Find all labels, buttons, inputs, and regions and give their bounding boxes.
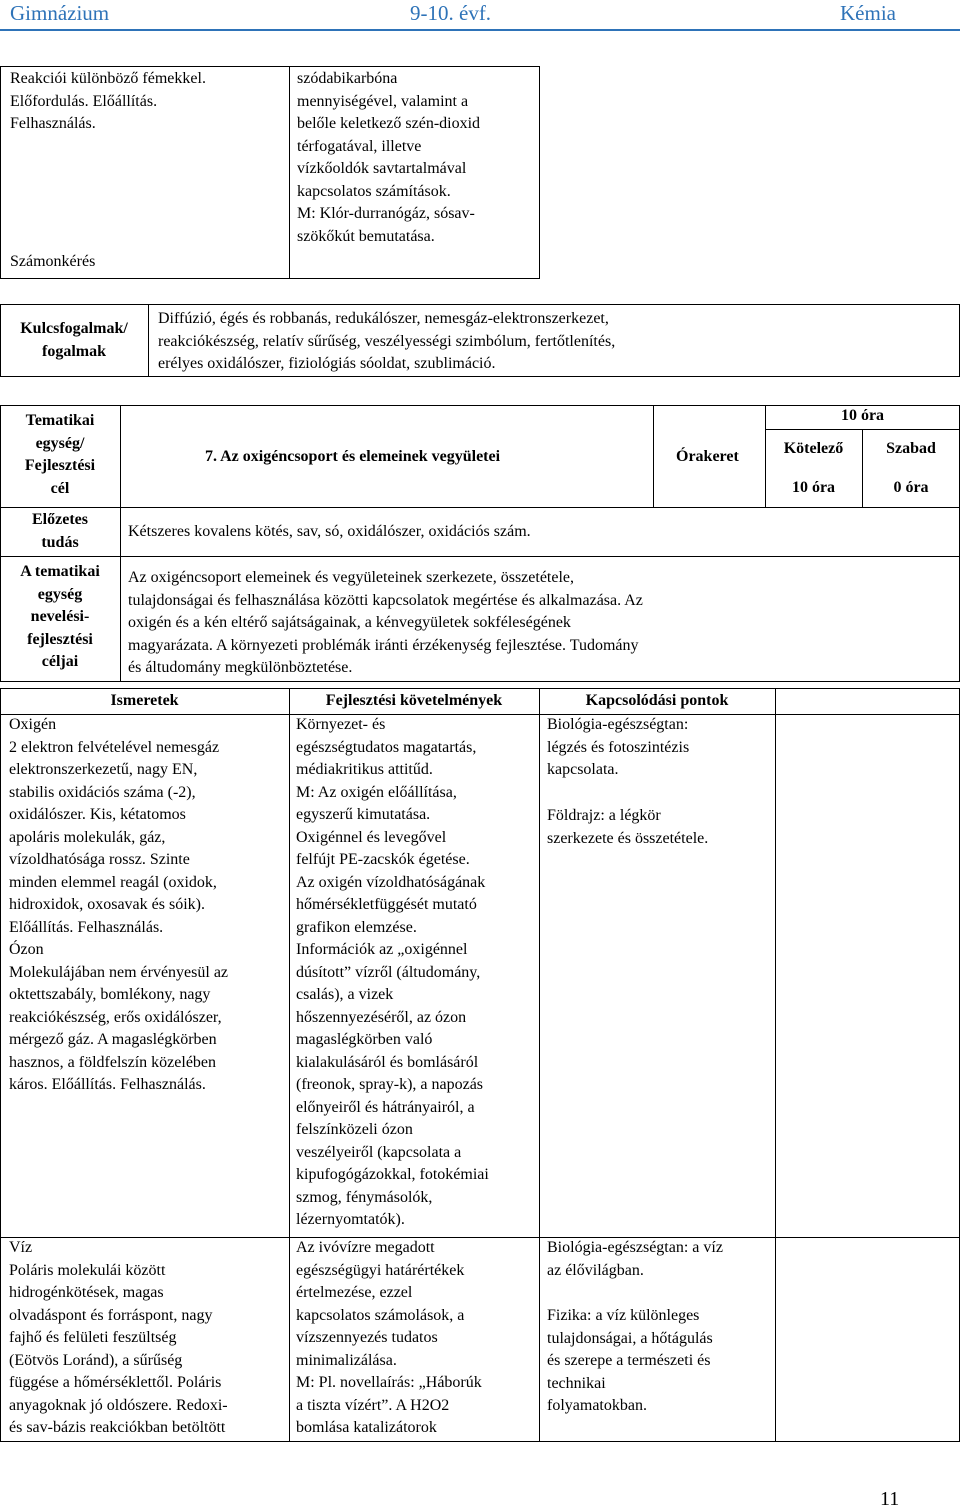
elozetes-text: Kétszeres kovalens kötés, sav, só, oxidálószer, oxidációs szám. bbox=[128, 523, 531, 540]
orakeret-divider bbox=[653, 405, 654, 507]
header-left: Gimnázium bbox=[10, 1, 110, 25]
top-table-divider bbox=[289, 66, 290, 279]
page-number: 11 bbox=[880, 1488, 900, 1510]
row2-ismeretek: Víz Poláris molekulái között hidrogénkötések, magas olvadáspont és forráspont, nagy fajhő és felületi feszültség (Eötvös Loránd), a sűrűség függése a hőmérséklettől. Poláris anyagoknak jó oldószere. Redoxi- és sav-bázis reakciókban betöltött bbox=[9, 1239, 228, 1436]
row1-fejlesztes: Környezet- és egészségtudatos magatartás, médiakritikus attitűd. M: Az oxigén előállítása, egyszerű kimutatása. Oxigénnel és levegővel felfújt PE-zacskók égetése. Az oxigén vízoldhatóságának hőmérsékletfüggését mutató grafikon elemzése. Információk az „oxigénnel dúsított” vízről (áltudomány, csalás), a vizek hőszennyezéséről, az ózon magaslégkörben való kialakulásáról és bomlásáról (freonok, spray-k), a napozás előnyeiről és hátrányairól, a felszínközeli ózon veszélyeiről (kapcsolata a kipufogógázokkal, fotokémiai szmog, fénymásolók, lézernyomtatók). bbox=[296, 716, 489, 1228]
kulcsfogalmak-label: Kulcsfogalmak/ fogalmak bbox=[20, 320, 128, 360]
header-rule bbox=[0, 29, 960, 31]
row2-fejlesztes: Az ivóvízre megadott egészségügyi határértékek értelmezése, ezzel kapcsolatos számolások, a vízszennyezés tudatos minimalizálása. M: Pl. novellaírás: „Háborúk a tiszta vízért”. A H2O2 bomlása katalizátorok bbox=[296, 1239, 482, 1436]
celjai-text: Az oxigéncsoport elemeinek és vegyületeinek szerkezete, összetétele, tulajdonságai és felhasználása közötti kapcsolatok megértése és alkalmazása. Az oxigén és a kén eltérő sajátságainak, a kénvegyületek sokféleségének magyarázata. A környezeti problémák iránti érzékenység fejlesztése. Tudomány és áltudomány megkülönböztetése. bbox=[128, 569, 643, 676]
kulcsfogalmak-divider bbox=[148, 304, 149, 377]
row1-kapcsolodas-foldrajz: Földrajz: a légkör szerkezete és összetétele. bbox=[547, 807, 709, 847]
top-mid-cell: szódabikarbóna mennyiségével, valamint a belőle keletkező szén-dioxid térfogatával, illetve vízkőoldók savtartalmával kapcsolatos számítások. M: Klór-durranógáz, sósav- szökőkút bemutatása. bbox=[297, 70, 481, 245]
orakeret-label: Órakeret bbox=[676, 448, 739, 465]
unit-label: Tematikai egység/ Fejlesztési cél bbox=[24, 412, 96, 497]
kulcsfogalmak-text: Diffúzió, égés és robbanás, redukálószer, nemesgáz-elektronszerkezet, reakciókészség, relatív sűrűség, veszélyességi szimbólum, fertőtlenítés, erélyes oxidálószer, fiziológiás sóoldat, szublimáció. bbox=[158, 310, 616, 372]
unit-label-divider bbox=[120, 405, 121, 682]
szabad-value: 0 óra bbox=[893, 479, 929, 496]
unit-row1-bottom bbox=[0, 507, 960, 508]
header-kapcsolodasi: Kapcsolódási pontok bbox=[585, 692, 729, 709]
unit-title: 7. Az oxigéncsoport és elemeinek vegyületei bbox=[205, 448, 501, 465]
kotelezo-value: 10 óra bbox=[791, 479, 836, 496]
row1-kapcsolodas-biologia: Biológia-egészségtan: légzés és fotoszintézis kapcsolata. bbox=[547, 716, 690, 778]
header-ismeretek: Ismeretek bbox=[110, 692, 179, 709]
row2-kapcsolodas-fizika: Fizika: a víz különleges tulajdonságai, a hőtágulás és szerepe a természeti és technikai folyamatokban. bbox=[547, 1307, 713, 1414]
row1-ismeretek: Oxigén 2 elektron felvételével nemesgáz elektronszerkezetű, nagy EN, stabilis oxidációs száma (-2), oxidálószer. Kis, kétatomos apoláris molekulák, gáz, vízoldhatósága rossz. Szinte minden elemmel reagál (oxidok, hidroxidok, oxosavak és sóik). Előállítás. Felhasználás. Ózon Molekulájában nem érvényesül az oktettszabály, bomlékony, nagy reakciókészség, erős oxidálószer, mérgező gáz. A magaslégkörben hasznos, a földfelszín közelében káros. Előállítás. Felhasználás. bbox=[9, 716, 229, 1093]
ora-total: 10 óra bbox=[840, 407, 885, 424]
row2-kapcsolodas-biologia: Biológia-egészségtan: a víz az élővilágban. bbox=[547, 1239, 723, 1279]
main-col-divider-2 bbox=[539, 688, 540, 1442]
celjai-label: A tematikai egység nevelési- fejlesztési céljai bbox=[20, 563, 100, 670]
header-fejlesztesi: Fejlesztési követelmények bbox=[325, 692, 503, 709]
header-center: 9-10. évf. bbox=[410, 1, 492, 25]
szamonkeres-label: Számonkérés bbox=[10, 253, 96, 270]
szabad-label: Szabad bbox=[886, 440, 936, 457]
header-right: Kémia bbox=[840, 1, 896, 25]
main-col-divider-3 bbox=[775, 688, 776, 1442]
elozetes-label: Előzetes tudás bbox=[32, 511, 88, 551]
kotelezo-label: Kötelező bbox=[783, 440, 844, 457]
top-left-cell: Reakciói különböző fémekkel. Előfordulás. Előállítás. Felhasználás. bbox=[10, 70, 206, 132]
main-col-divider-1 bbox=[289, 688, 290, 1442]
unit-row2-bottom bbox=[0, 556, 960, 557]
